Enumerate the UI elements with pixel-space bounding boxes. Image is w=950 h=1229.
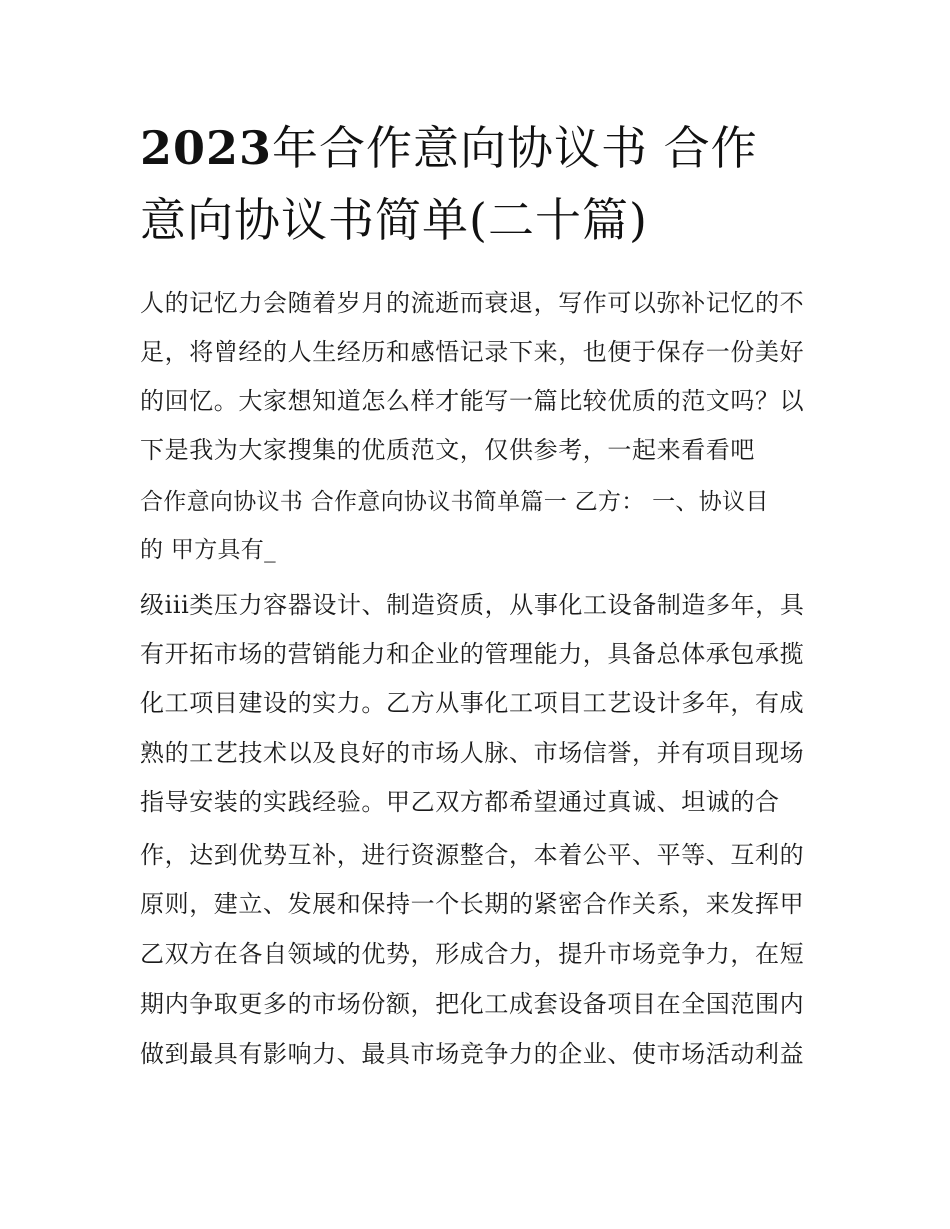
body-line-16: 做到最具有影响力、最具市场竞争力的企业、使市场活动利益 [140, 1040, 805, 1068]
body-line-4: 下是我为大家搜集的优质范文，仅供参考，一起来看看吧 [140, 436, 755, 464]
body-line-14: 乙双方在各自领域的优势，形成合力，提升市场竞争力，在短 [140, 940, 805, 968]
body-line-13: 原则，建立、发展和保持一个长期的紧密合作关系，来发挥甲 [140, 890, 805, 918]
body-line-15: 期内争取更多的市场份额，把化工成套设备项目在全国范围内 [140, 990, 805, 1018]
body-line-2: 足，将曾经的人生经历和感悟记录下来，也便于保存一份美好 [140, 338, 805, 366]
body-line-1: 人的记忆力会随着岁月的流逝而衰退，写作可以弥补记忆的不 [140, 289, 805, 317]
body-line-8: 有开拓市场的营销能力和企业的管理能力，具备总体承包承揽 [140, 640, 805, 668]
title-line1-text: 年合作意向协议书 合作 [272, 121, 758, 175]
body-line-9: 化工项目建设的实力。乙方从事化工项目工艺设计多年，有成 [140, 689, 805, 717]
body-line-11: 指导安装的实践经验。甲乙双方都希望通过真诚、坦诚的合 [140, 788, 780, 816]
document-title [140, 112, 820, 256]
title-year: 2023 [140, 121, 273, 175]
body-line-10: 熟的工艺技术以及良好的市场人脉、市场信誉，并有项目现场 [140, 739, 805, 767]
body-line-12: 作，达到优势互补，进行资源整合，本着公平、平等、互利的 [140, 841, 805, 869]
title-line2-text: 意向协议书简单(二十篇) [140, 193, 648, 247]
body-line-7: 级iii类压力容器设计、制造资质，从事化工设备制造多年，具 [140, 591, 805, 619]
body-line-3: 的回忆。大家想知道怎么样才能写一篇比较优质的范文吗？以 [140, 387, 805, 415]
body-line-5: 合作意向协议书 合作意向协议书简单篇一 乙方： 一、协议目 [140, 489, 769, 515]
body-line-6: 的 甲方具有_ [140, 537, 276, 563]
